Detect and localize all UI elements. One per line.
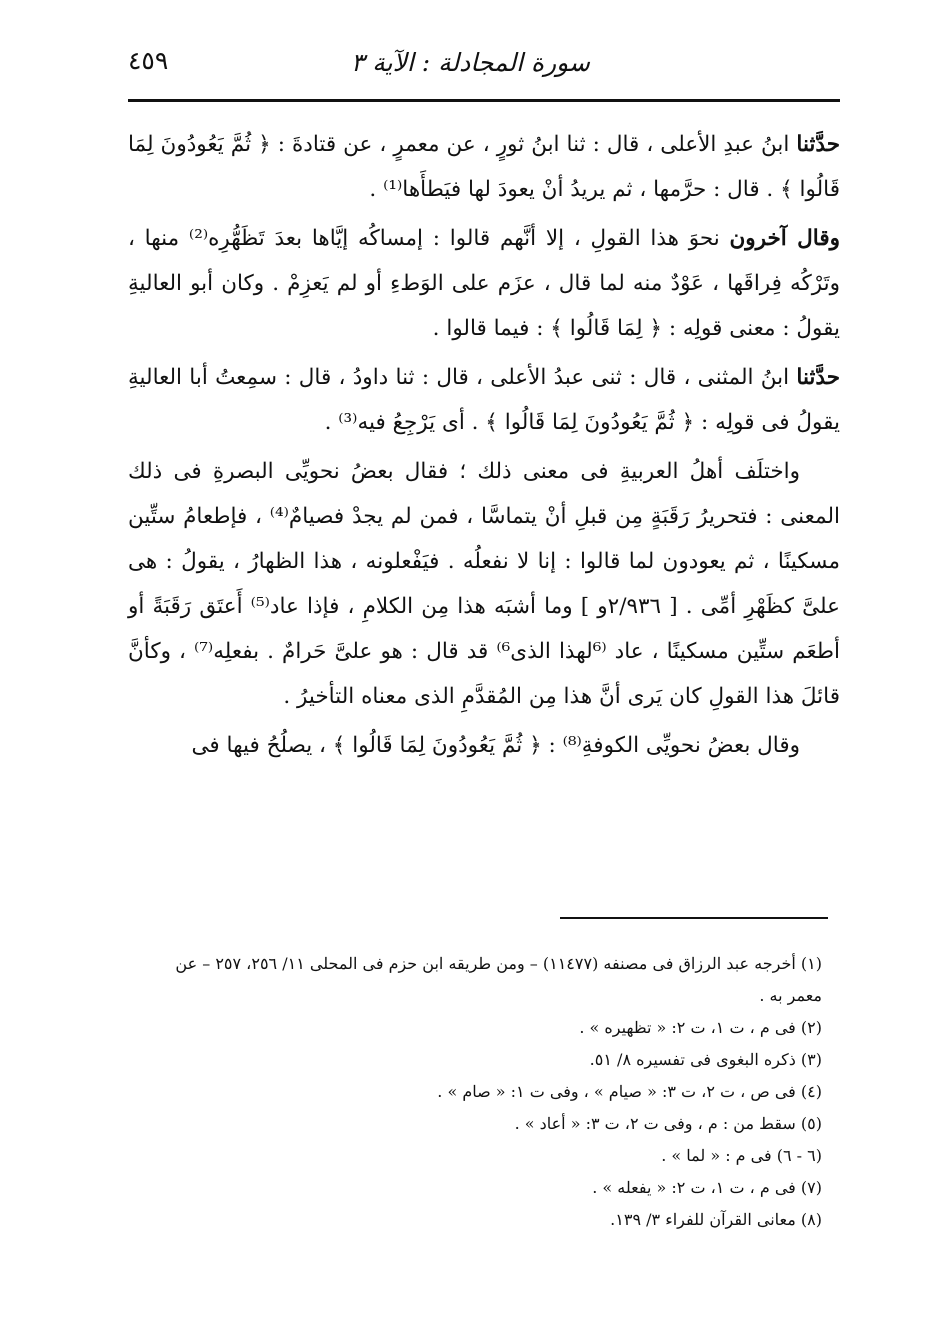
paragraph: [128, 723, 840, 768]
paragraph: [128, 355, 840, 445]
paragraph-text: ابنُ المثنى ، قال : ثنى عبدُ الأعلى ، قال : ثنا داودُ ، قال : سمِعتُ أبا العاليةِ يقولُ فى قولِه : ﴿ ثُمَّ يَعُودُونَ لِمَا قَالُوا ﴾ . أى يَرْجِعُ فيه⁽³⁾ .: [128, 365, 840, 435]
surah-title: سورة المجادلة : الآية ٣: [350, 48, 590, 77]
footnote: (٧) فى م ، ت ١، ت ٢: « يفعله » .: [592, 1178, 822, 1197]
footnote: (٨) معانى القرآن للفراء ٣/ ١٣٩.: [610, 1210, 822, 1229]
paragraph-lead: حدَّثنا: [796, 132, 840, 157]
footnote: (٢) فى م ، ت ١، ت ٢: « تظهيره » .: [579, 1018, 822, 1037]
header-rule: [128, 99, 840, 102]
running-header: [128, 40, 840, 98]
paragraph-lead: وقال آخرون: [729, 226, 840, 251]
paragraph-text: ابنُ عبدِ الأعلى ، قال : ثنا ابنُ ثورٍ ، عن معمرٍ ، عن قتادةَ : ﴿ ثُمَّ يَعُودُونَ لِمَا قَالُوا ﴾ . قال : حرَّمها ، ثم يريدُ أنْ يعودَ لها فيَطأَها⁽¹⁾ .: [128, 132, 840, 202]
paragraph-lead: حدَّثنا: [796, 365, 840, 390]
paragraph-text: وقال بعضُ نحويِّى الكوفةِ⁽⁸⁾ : ﴿ ثُمَّ يَعُودُونَ لِمَا قَالُوا ﴾ ، يصلُحُ فيها فى: [191, 733, 800, 758]
paragraph: [128, 122, 840, 212]
paragraph: [128, 216, 840, 351]
footnote: (٦ - ٦) فى م : « لما » .: [661, 1146, 822, 1165]
paragraph-text: نحوَ هذا القولِ ، إلا أنَّهم قالوا : إمساكُه إيَّاها بعدَ تَظَهُّرِه⁽²⁾ منها ، وتَرْكُه فِراقَها ، عَوْدٌ منه لما قال ، عزَم على الوَطءِ أو لم يَعزِمْ . وكان أبو العاليةِ يقولُ : معنى قولِه : ﴿ لِمَا قَالُوا ﴾ : فيما قالوا .: [128, 226, 840, 341]
footnotes: [128, 948, 840, 1236]
main-text: [128, 122, 840, 772]
page-number: ٤٥٩: [128, 46, 169, 75]
footnote-continuation: معمر به .: [759, 986, 822, 1005]
paragraph: [128, 449, 840, 719]
footnote: (٥) سقط من : م ، وفى ت ٢، ت ٣: « أعاد » .: [514, 1114, 822, 1133]
footnote: (١) أخرجه عبد الرزاق فى مصنفه (١١٤٧٧) – ومن طريقه ابن حزم فى المحلى ١١/ ٢٥٦، ٢٥٧ – عن: [175, 954, 822, 973]
paragraph-text: واختلَف أهلُ العربيةِ فى معنى ذلك ؛ فقال بعضُ نحويِّى البصرةِ فى ذلك المعنى : فتحريرُ رَقَبَةٍ مِن قبلِ أنْ يتماسَّا ، فمن لم يجدْ فصيامٌ⁽⁴⁾ ، فإطعامُ ستِّين مسكينًا ، ثم يعودون لما قالوا : إنا لا نفعلُه . فيَفْعلونه ، هذا الظهارُ ، يقولُ : هى علىَّ كظَهْرِ أمِّى . [ ٢/٩٣٦و ] وما أشبَه هذا مِن الكلامِ ، فإذا عاد⁽⁵⁾ أَعتَق رَقَبَةً أو أطعَم ستِّين مسكينًا ، عاد ⁽⁶لهذا الذى⁶⁾ قد قال : هو علىَّ حَرامٌ . بفعلِه⁽⁷⁾ ، وكأنَّ قائلَ هذا القولِ كان يَرى أنَّ هذا مِن المُقدَّمِ الذى معناه التأخيرُ .: [128, 459, 840, 709]
footnote: (٣) ذكره البغوى فى تفسيره ٨/ ٥١.: [589, 1050, 822, 1069]
footnote: (٤) فى ص ، ت ٢، ت ٣: « صيام » ، وفى ت ١: « صام » .: [437, 1082, 822, 1101]
footnote-rule: [560, 917, 828, 919]
